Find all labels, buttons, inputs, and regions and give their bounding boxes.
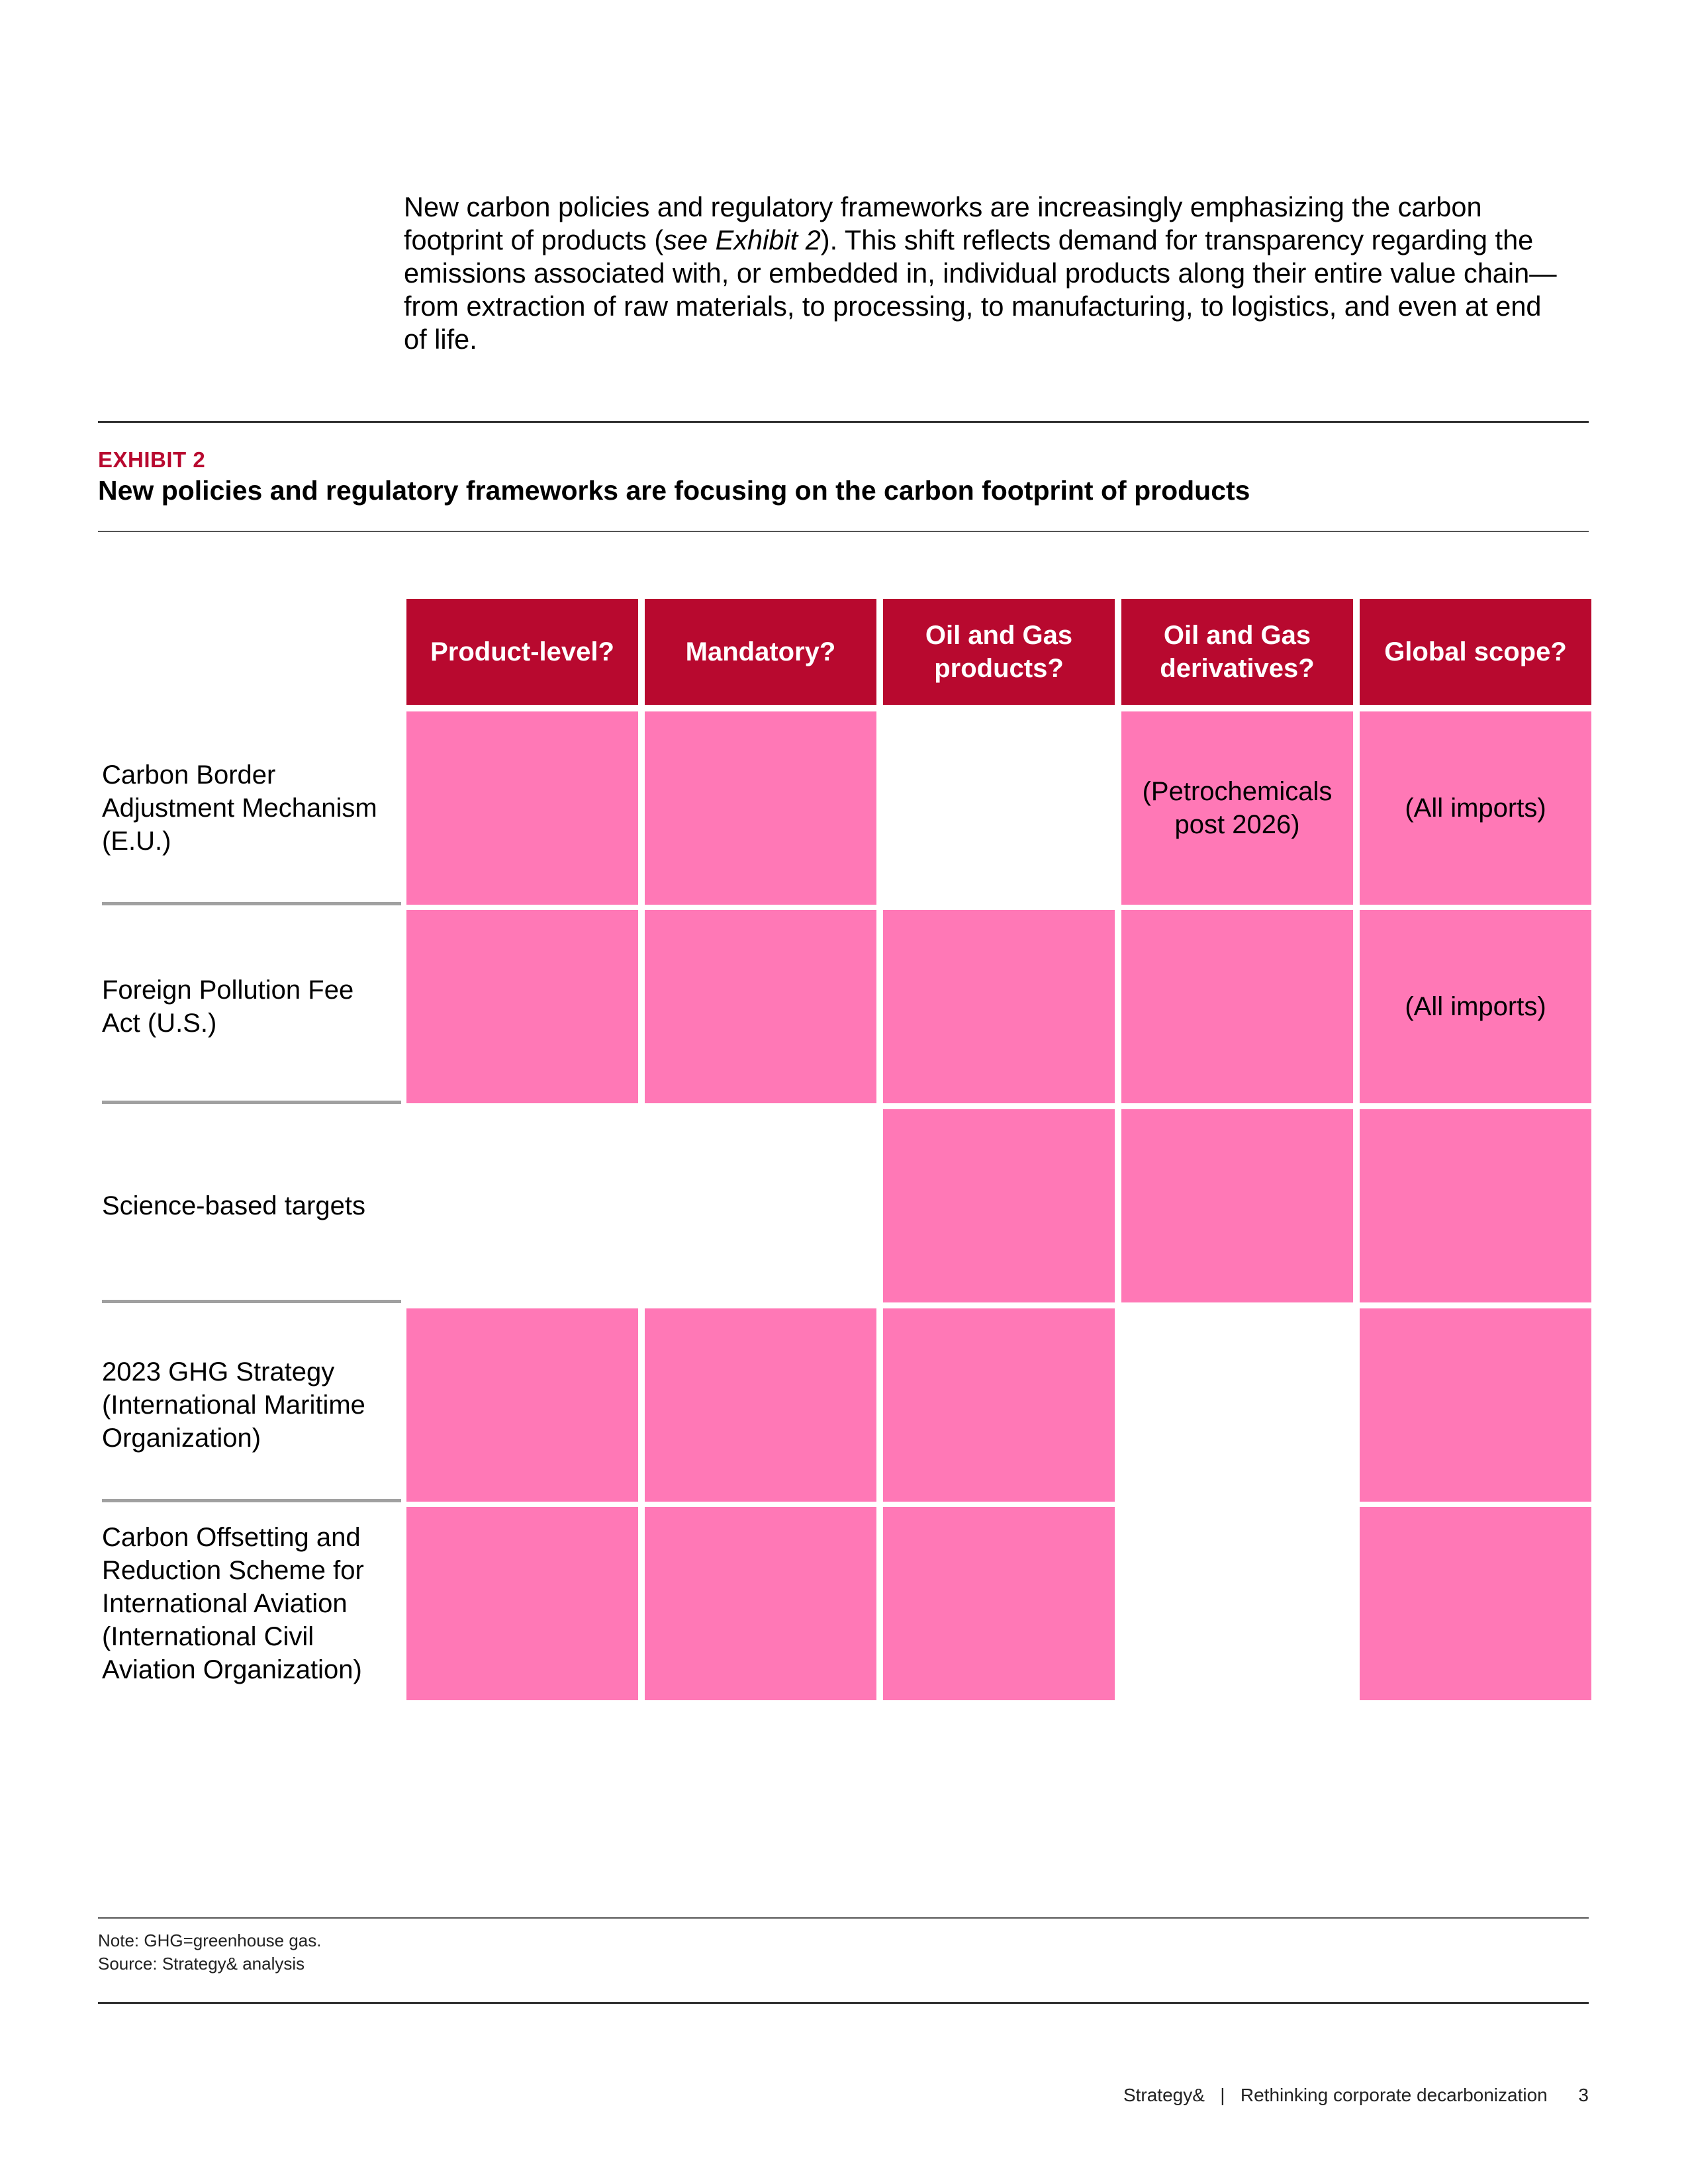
column-header: Oil and Gas products? [883,599,1115,705]
intro-text-before: New carbon policies and regulatory frameworks are increasingly emphasizing the carbon footprint of products ( [404,191,1482,255]
matrix-cell-filled [406,1308,638,1502]
intro-paragraph [404,191,1569,356]
cell-note: (Petrochemicals post 2026) [1142,777,1333,839]
exhibit-title-rule [98,531,1589,532]
matrix-cell-filled [1360,1109,1591,1302]
note-text: Note: GHG=greenhouse gas. [98,1931,322,1950]
matrix-cell-filled [1360,910,1591,1103]
cell-note: (All imports) [1405,992,1546,1021]
matrix-cell-empty [1121,1507,1353,1700]
source-text: Source: Strategy& analysis [98,1954,305,1974]
row-separator [102,1499,401,1502]
notes-top-rule [98,1917,1589,1919]
matrix-cell-filled [1360,1507,1591,1700]
matrix-cell-empty [1121,1308,1353,1502]
row-label: Carbon Offsetting and Reduction Scheme for International Aviation (International Civil Aviation Organization) [102,1523,364,1684]
matrix-cell-filled [406,711,638,905]
intro-exhibit-ref: Exhibit 2 [715,224,821,255]
matrix-cell-filled [1121,910,1353,1103]
matrix-cell-filled [645,1308,876,1502]
column-header: Oil and Gas derivatives? [1121,599,1353,705]
matrix-cell-filled [406,1507,638,1700]
cell-note: (All imports) [1405,794,1546,823]
row-label: Carbon Border Adjustment Mechanism (E.U.) [102,760,377,856]
exhibit-label: EXHIBIT 2 [98,447,206,472]
matrix-cell-empty [883,711,1115,905]
footer-publication: Rethinking corporate decarbonization [1240,2085,1548,2105]
matrix-cell-empty [406,1109,638,1302]
footer-page-number: 3 [1578,2085,1589,2105]
column-header: Global scope? [1360,599,1591,705]
notes-bottom-rule [98,2002,1589,2004]
matrix-cell-filled [645,910,876,1103]
row-separator [102,902,401,905]
matrix-cell-filled [883,910,1115,1103]
row-label: Foreign Pollution Fee Act (U.S.) [102,976,354,1038]
footer-separator: | [1220,2085,1225,2105]
row-separator [102,1101,401,1104]
exhibit-title: New policies and regulatory frameworks are focusing on the carbon footprint of products [98,475,1250,506]
column-header: Mandatory? [645,599,876,705]
matrix-cell-filled [645,1507,876,1700]
page-footer [1123,2085,1589,2106]
matrix-cell-filled [883,1109,1115,1302]
matrix-cell-filled [883,1507,1115,1700]
matrix-cell-filled [1360,1308,1591,1502]
matrix-cell-filled [1360,711,1591,905]
matrix-cell-filled [1121,1109,1353,1302]
matrix-cell-empty [645,1109,876,1302]
row-label: 2023 GHG Strategy (International Maritime Organization) [102,1357,365,1453]
matrix-cell-filled [645,711,876,905]
exhibit-top-rule [98,421,1589,423]
column-header: Product-level? [406,599,638,705]
row-separator [102,1300,401,1303]
row-label: Science-based targets [102,1191,366,1220]
footer-brand: Strategy& [1123,2085,1205,2105]
intro-text-after: ). This shift reflects demand for transparency regarding the emissions associated with, or embedded in, individual products along their entire value chain—from extraction of raw materials, to processing, to manufacturing, to logistics, and even at end of life. [404,224,1557,355]
matrix-cell-filled [1121,711,1353,905]
intro-see-word: see [663,224,708,255]
matrix-cell-filled [883,1308,1115,1502]
matrix-cell-filled [406,910,638,1103]
